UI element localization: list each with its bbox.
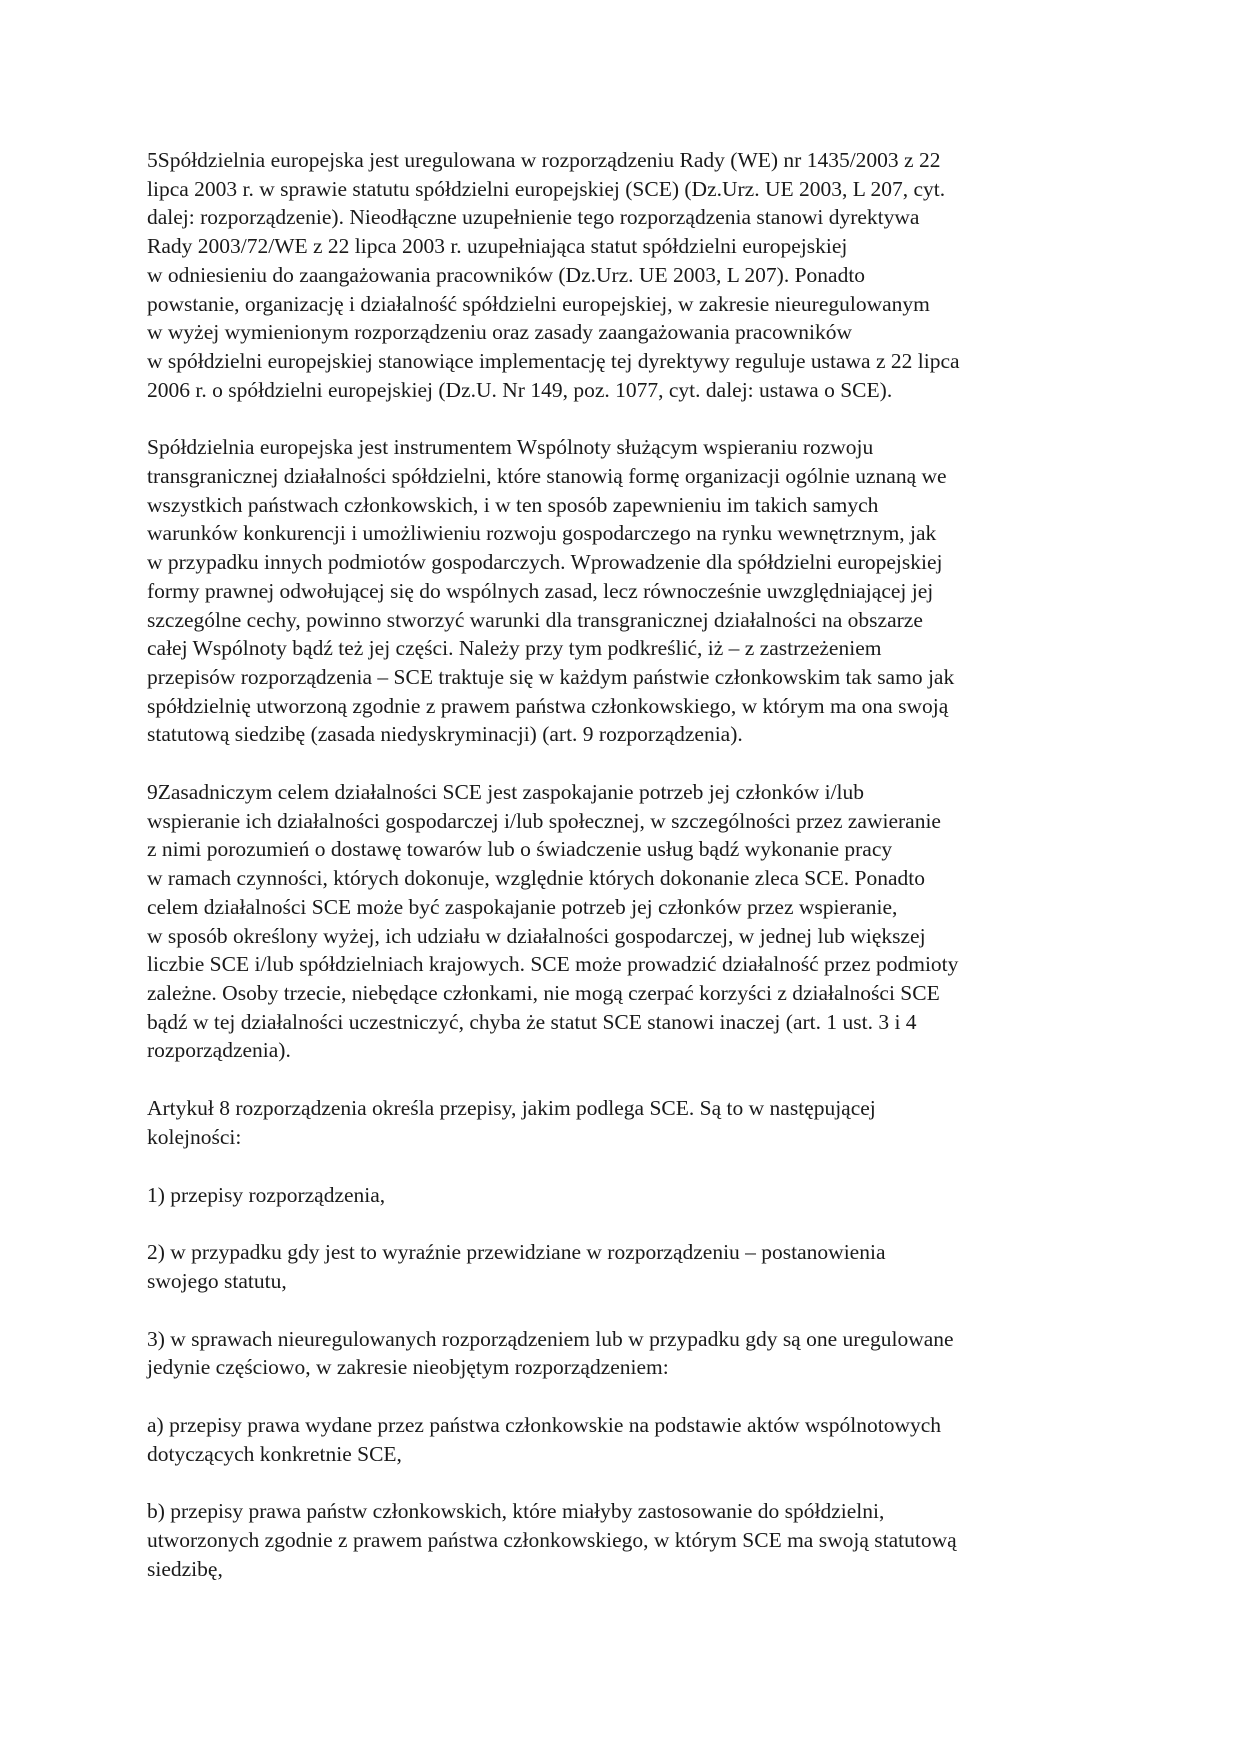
text-line: lipca 2003 r. w sprawie statutu spółdzielni europejskiej (SCE) (Dz.Urz. UE 2003, L 207, cyt. — [147, 176, 946, 201]
text-line: przepisów rozporządzenia – SCE traktuje się w każdym państwie członkowskim tak samo jak — [147, 664, 955, 689]
text-line: formy prawnej odwołującej się do wspólnych zasad, lecz równocześnie uwzględniającej jej — [147, 578, 934, 603]
text-line: dotyczących konkretnie SCE, — [147, 1441, 402, 1466]
text-line: w spółdzielni europejskiej stanowiące implementację tej dyrektywy reguluje ustawa z 22 lipca — [147, 348, 960, 373]
paragraph — [147, 1181, 1097, 1210]
text-line: a) przepisy prawa wydane przez państwa członkowskie na podstawie aktów wspólnotowych — [147, 1413, 942, 1438]
text-line: bądź w tej działalności uczestniczyć, chyba że statut SCE stanowi inaczej (art. 1 ust. 3 i 4 — [147, 1009, 917, 1034]
text-line: siedzibę, — [147, 1556, 223, 1581]
text-line: 1) przepisy rozporządzenia, — [147, 1182, 386, 1207]
text-line: 2) w przypadku gdy jest to wyraźnie przewidziane w rozporządzeniu – postanowienia — [147, 1240, 886, 1265]
paragraph — [147, 1094, 1097, 1151]
text-line: z nimi porozumień o dostawę towarów lub o świadczenie usług bądź wykonanie pracy — [147, 837, 893, 862]
paragraph — [147, 778, 1097, 1065]
text-line: w ramach czynności, których dokonuje, względnie których dokonanie zleca SCE. Ponadto — [147, 866, 925, 891]
paragraph — [147, 433, 1097, 749]
text-line: wspieranie ich działalności gospodarczej i/lub społecznej, w szczególności przez zawieranie — [147, 808, 941, 833]
text-line: całej Wspólnoty bądź też jej części. Należy przy tym podkreślić, iż – z zastrzeżeniem — [147, 636, 882, 661]
paragraph — [147, 146, 1097, 404]
text-line: zależne. Osoby trzecie, niebędące członkami, nie mogą czerpać korzyści z działalności SCE — [147, 980, 940, 1005]
text-line: b) przepisy prawa państw członkowskich, które miałyby zastosowanie do spółdzielni, — [147, 1499, 885, 1524]
text-line: Spółdzielnia europejska jest instrumentem Wspólnoty służącym wspieraniu rozwoju — [147, 435, 874, 460]
text-line: jedynie częściowo, w zakresie nieobjętym rozporządzeniem: — [147, 1355, 669, 1380]
text-line: w wyżej wymienionym rozporządzeniu oraz zasady zaangażowania pracowników — [147, 320, 853, 345]
document-page — [147, 146, 1097, 1613]
text-line: spółdzielnię utworzoną zgodnie z prawem państwa członkowskiego, w którym ma ona swoją — [147, 693, 949, 718]
text-line: swojego statutu, — [147, 1268, 287, 1293]
text-line: liczbie SCE i/lub spółdzielniach krajowych. SCE może prowadzić działalność przez podmioty — [147, 952, 959, 977]
text-line: w przypadku innych podmiotów gospodarczych. Wprowadzenie dla spółdzielni europejskiej — [147, 550, 943, 575]
paragraph — [147, 1411, 1097, 1468]
text-line: 9Zasadniczym celem działalności SCE jest zaspokajanie potrzeb jej członków i/lub — [147, 780, 865, 805]
text-line: wszystkich państwach członkowskich, i w ten sposób zapewnieniu im takich samych — [147, 492, 879, 517]
text-line: Artykuł 8 rozporządzenia określa przepisy, jakim podlega SCE. Są to w następującej — [147, 1096, 876, 1121]
text-line: warunków konkurencji i umożliwieniu rozwoju gospodarczego na rynku wewnętrznym, jak — [147, 521, 937, 546]
text-line: dalej: rozporządzenie). Nieodłączne uzupełnienie tego rozporządzenia stanowi dyrektywa — [147, 205, 920, 230]
text-line: kolejności: — [147, 1124, 242, 1149]
text-line: szczególne cechy, powinno stworzyć warunki dla transgranicznej działalności na obszarze — [147, 607, 923, 632]
text-line: 2006 r. o spółdzielni europejskiej (Dz.U. Nr 149, poz. 1077, cyt. dalej: ustawa o SCE). — [147, 377, 893, 402]
text-line: 3) w sprawach nieuregulowanych rozporządzeniem lub w przypadku gdy są one uregulowane — [147, 1326, 954, 1351]
text-line: rozporządzenia). — [147, 1038, 291, 1063]
text-line: statutową siedzibę (zasada niedyskryminacji) (art. 9 rozporządzenia). — [147, 722, 743, 747]
paragraph — [147, 1497, 1097, 1583]
text-line: 5Spółdzielnia europejska jest uregulowana w rozporządzeniu Rady (WE) nr 1435/2003 z 22 — [147, 148, 941, 172]
paragraph — [147, 1238, 1097, 1295]
text-line: celem działalności SCE może być zaspokajanie potrzeb jej członków przez wspieranie, — [147, 894, 898, 919]
text-line: w odniesieniu do zaangażowania pracowników (Dz.Urz. UE 2003, L 207). Ponadto — [147, 262, 866, 287]
text-line: w sposób określony wyżej, ich udziału w działalności gospodarczej, w jednej lub większej — [147, 923, 926, 948]
text-line: Rady 2003/72/WE z 22 lipca 2003 r. uzupełniająca statut spółdzielni europejskiej — [147, 234, 848, 259]
text-line: powstanie, organizację i działalność spółdzielni europejskiej, w zakresie nieuregulowanym — [147, 291, 930, 316]
paragraph — [147, 1325, 1097, 1382]
text-line: utworzonych zgodnie z prawem państwa członkowskiego, w którym SCE ma swoją statutową — [147, 1528, 957, 1553]
text-line: transgranicznej działalności spółdzielni, które stanowią formę organizacji ogólnie uznaną we — [147, 464, 947, 489]
